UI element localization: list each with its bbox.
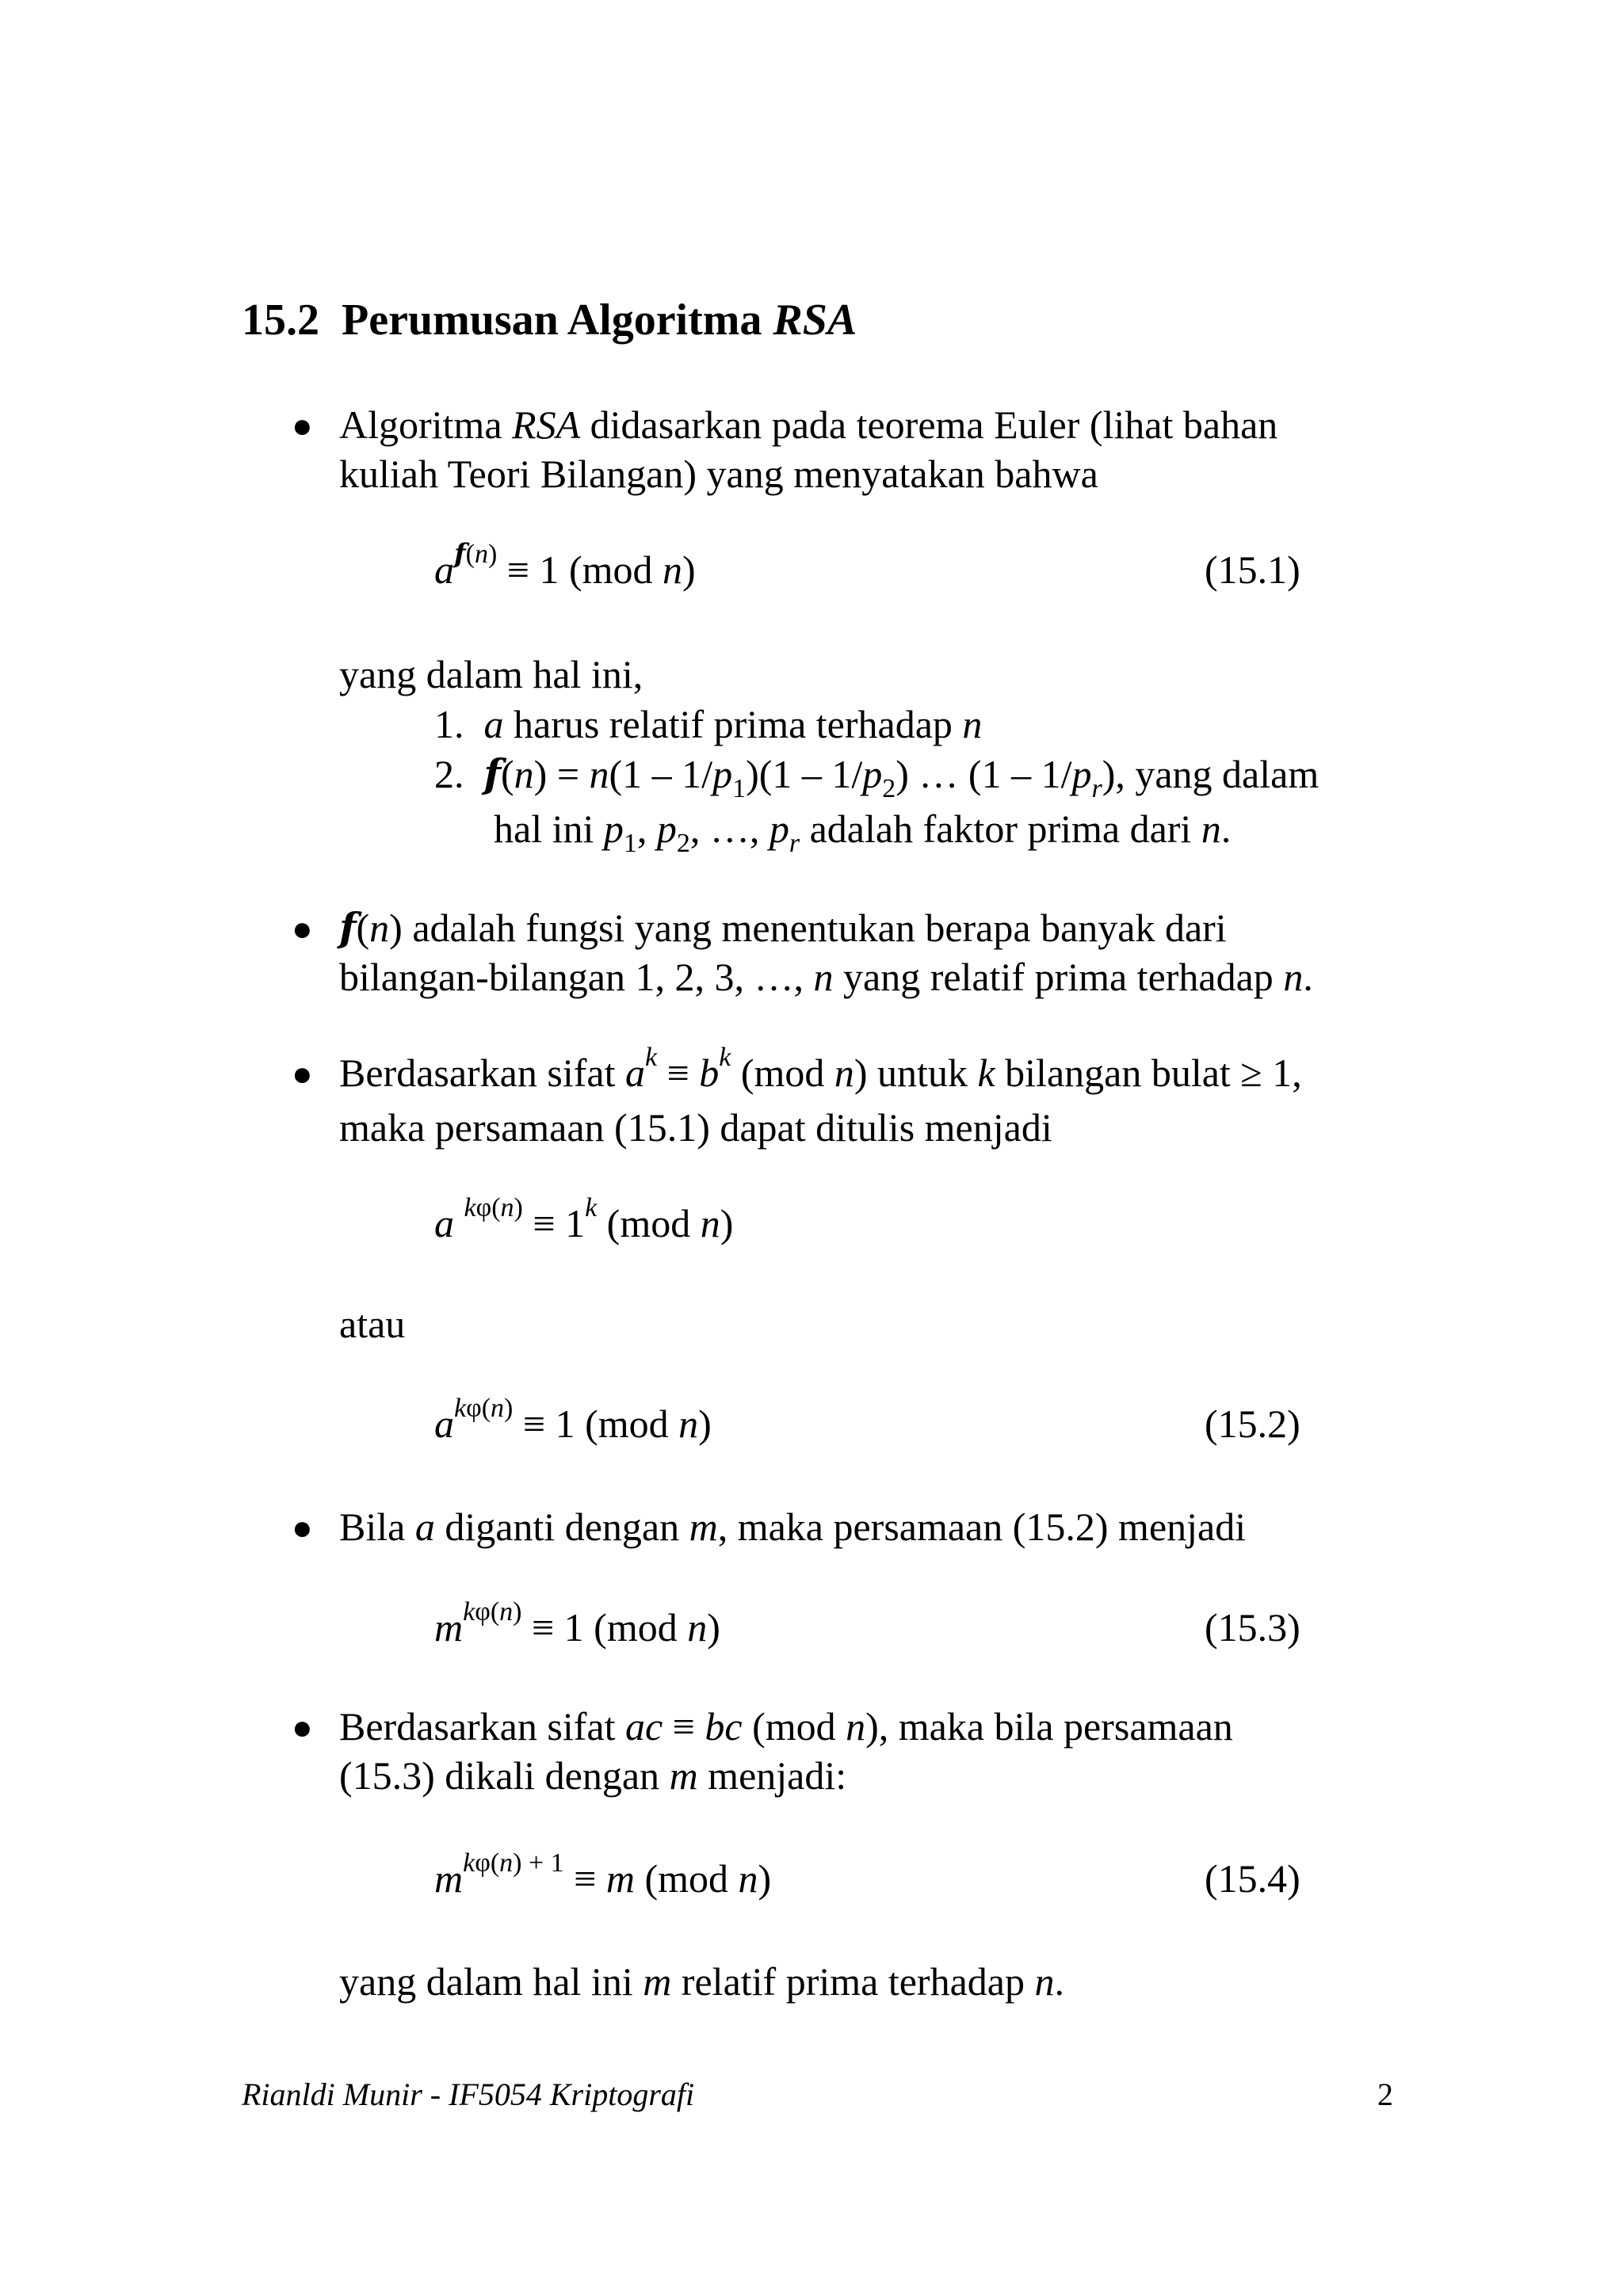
paragraph-phi-definition: f(n) adalah fungsi yang menentukan berapa banyak dari bilangan-bilangan 1, 2, 3, …, n yang relatif prima terhadap n.: [339, 904, 1313, 999]
equation-15-1: $a^{f(n)} \equiv 1$ (mod n): [434, 538, 696, 592]
equation-15-3: $m^{k\varphi(n)} \equiv 1$ (mod n): [434, 1597, 720, 1650]
text-atau: atau: [339, 1302, 406, 1346]
list-item-1: 1. a harus relatif prima terhadap n: [434, 702, 983, 746]
paragraph-replace-a-with-m: Bila a diganti dengan m, maka persamaan (15.2) menjadi: [339, 1505, 1247, 1549]
equation-15-4: $m^{k\varphi(n) + 1} \equiv m$ (mod n): [434, 1848, 772, 1901]
section-title: Perumusan Algoritma: [342, 296, 762, 345]
bullet-dot: ●: [292, 1508, 313, 1547]
equation-number-15-3: (15.3): [1205, 1605, 1300, 1650]
text-closing: yang dalam hal ini m relatif prima terhadap n.: [339, 1959, 1064, 2004]
bullet-dot: ●: [292, 1055, 313, 1093]
equation-number-15-2: (15.2): [1205, 1402, 1300, 1446]
paragraph-multiply-property: Berdasarkan sifat ac ≡ bc (mod n), maka bila persamaan (15.3) dikali dengan m menjadi:: [339, 1704, 1233, 1798]
page-number: 2: [1377, 2077, 1393, 2112]
equation-intermediate: a $^{k\varphi(n)} \equiv 1^k$ (mod n): [434, 1193, 734, 1245]
equation-number-15-4: (15.4): [1205, 1856, 1300, 1901]
section-title-rsa: RSA: [773, 296, 857, 345]
bullet-dot: ●: [292, 1708, 313, 1747]
section-heading: [242, 295, 857, 345]
equation-number-15-1: (15.1): [1205, 547, 1300, 592]
text-yang-dalam-hal-ini: yang dalam hal ini,: [339, 652, 643, 696]
section-number: 15.2: [242, 296, 319, 345]
equation-15-2: $a^{k\varphi(n)} \equiv 1$ (mod n): [434, 1394, 712, 1446]
paragraph-rsa-euler: Algoritma RSA didasarkan pada teorema Euler (lihat bahan kuliah Teori Bilangan) yang menyatakan bahwa: [339, 402, 1278, 496]
paragraph-power-property: Berdasarkan sifat $a^k \equiv b^k$ (mod n) untuk k bilangan bulat ≥ 1, maka persamaan (15.1) dapat ditulis menjadi: [339, 1043, 1302, 1150]
bullet-dot: ●: [292, 910, 313, 948]
list-item-2: 2. $f(n) = n(1 - 1/p_1)(1 - 1/p_2)$ … $(1 - 1/p_r)$, yang dalam hal ini $p_1$, $p_2$, …, $p_r$ adalah faktor prima dari n.: [434, 750, 1319, 858]
footer-author-course: Rianldi Munir - IF5054 Kriptografi: [242, 2077, 695, 2112]
bullet-dot: ●: [292, 406, 313, 445]
